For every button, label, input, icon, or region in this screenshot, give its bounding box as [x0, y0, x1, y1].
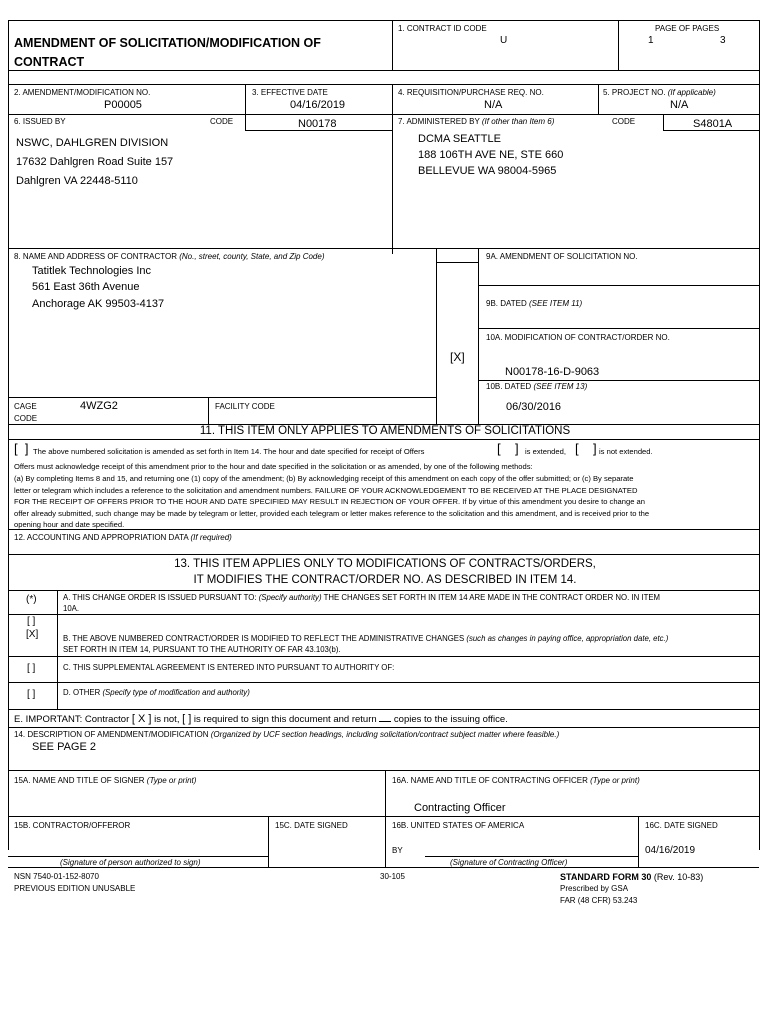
project-no-label-text: 5. PROJECT NO.	[603, 88, 666, 97]
facility-label: FACILITY CODE	[215, 402, 275, 411]
10b-qualifier: (SEE ITEM 13)	[533, 382, 588, 391]
footer-rev: (Rev. 10-83)	[653, 872, 704, 882]
item11-heading: 11. THIS ITEM ONLY APPLIES TO AMENDMENTS OF SOLICITATIONS	[199, 425, 571, 437]
project-no-label	[603, 88, 716, 97]
contract-id-label: 1. CONTRACT ID CODE	[398, 24, 487, 33]
sig-person-caption: (Signature of person authorized to sign)	[60, 858, 201, 867]
total-pages[interactable]: 3	[720, 35, 726, 46]
item11-line1a: The above numbered solicitation is amended as set forth in Item 14. The hour and date specified for receipt of Offers	[33, 447, 425, 456]
item-e-mark-empty[interactable]: [ ]	[182, 713, 192, 725]
admin-code-label: CODE	[612, 117, 636, 126]
item13-c-mark[interactable]: [ ]	[27, 663, 36, 674]
16a-qualifier: (Type or print)	[590, 776, 640, 785]
cage-value[interactable]: 4WZG2	[80, 400, 118, 412]
item13-heading-2: IT MODIFIES THE CONTRACT/ORDER NO. AS DESCRIBED IN ITEM 14.	[193, 574, 577, 586]
item-e-text-a: E. IMPORTANT: Contractor	[14, 714, 130, 725]
administrator-line-2: 188 106TH AVE NE, STE 660	[418, 149, 564, 161]
item13-a-text-2: 10A.	[63, 604, 80, 613]
administrator-line-1: DCMA SEATTLE	[418, 133, 501, 145]
item13-d-text	[63, 687, 250, 699]
administrator-line-3: BELLEVUE WA 98004-5965	[418, 165, 557, 177]
item14-value: SEE PAGE 2	[32, 741, 96, 753]
16c-label: 16C. DATE SIGNED	[645, 821, 718, 830]
16a-value[interactable]: Contracting Officer	[414, 802, 506, 814]
item13-b-text-2: SET FORTH IN ITEM 14, PURSUANT TO THE AUTHORITY OF FAR 43.103(b).	[63, 645, 341, 654]
10a-check[interactable]: [X]	[450, 350, 465, 364]
item12-label-text: 12. ACCOUNTING AND APPROPRIATION DATA	[14, 533, 189, 542]
item12-qualifier: (If required)	[190, 533, 232, 542]
item14-qualifier: (Organized by UCF section headings, including solicitation/contract subject matter where feasible.)	[210, 730, 560, 739]
footer-prescribed: Prescribed by GSA	[560, 884, 629, 893]
item-e-mark-x[interactable]: [ X ]	[131, 713, 152, 725]
administered-label	[398, 117, 554, 126]
16a-label-text: 16A. NAME AND TITLE OF CONTRACTING OFFICER	[392, 776, 588, 785]
9a-label: 9A. AMENDMENT OF SOLICITATION NO.	[486, 252, 638, 261]
issuer-line-2: 17632 Dahlgren Road Suite 157	[16, 156, 174, 168]
15a-label	[14, 776, 196, 785]
project-no-qualifier: (If applicable)	[667, 88, 716, 97]
10a-label: 10A. MODIFICATION OF CONTRACT/ORDER NO.	[486, 333, 670, 342]
item-e-line	[14, 713, 508, 725]
item11-not-extended-box[interactable]: [ ]	[575, 441, 597, 456]
page-number[interactable]: 1	[648, 35, 654, 46]
issuer-line-1: NSWC, DAHLGREN DIVISION	[16, 137, 169, 149]
page-of-pages-label: PAGE OF PAGES	[655, 24, 720, 33]
amendment-no-value[interactable]: P00005	[104, 99, 142, 111]
15b-label: 15B. CONTRACTOR/OFFEROR	[14, 821, 131, 830]
effective-date-label: 3. EFFECTIVE DATE	[252, 88, 328, 97]
10a-value[interactable]: N00178-16-D-9063	[505, 366, 600, 378]
item11-open-bracket[interactable]: [ ]	[14, 441, 29, 456]
issued-code-label: CODE	[210, 117, 234, 126]
item13-d-text-main: D. OTHER	[63, 688, 101, 697]
item-e-text-b: is not,	[154, 714, 180, 725]
10b-value[interactable]: 06/30/2016	[506, 401, 562, 413]
contract-id-value[interactable]: U	[500, 35, 508, 46]
16b-label: 16B. UNITED STATES OF AMERICA	[392, 821, 525, 830]
9b-label	[486, 299, 582, 308]
item13-b-mark[interactable]: [X]	[26, 629, 39, 640]
contractor-label	[14, 252, 325, 261]
cage-label-1: CAGE	[14, 402, 37, 411]
footer-standard-form-text: STANDARD FORM 30	[560, 872, 652, 882]
contractor-line-3: Anchorage AK 99503-4137	[32, 298, 165, 310]
item-e-text-c: is required to sign this document and return	[193, 714, 377, 725]
item13-a-mark[interactable]: (*)	[26, 594, 37, 605]
admin-code-value[interactable]: S4801A	[693, 118, 733, 130]
requisition-value[interactable]: N/A	[484, 99, 503, 111]
administered-label-text: 7. ADMINISTERED BY	[398, 117, 480, 126]
16b-by: BY	[392, 846, 403, 855]
15a-label-text: 15A. NAME AND TITLE OF SIGNER	[14, 776, 145, 785]
item11-extended-box[interactable]: [ ]	[497, 441, 519, 456]
16a-label	[392, 776, 640, 785]
item11-line1c: is not extended.	[599, 447, 653, 456]
item11-line3: (a) By completing Items 8 and 15, and returning one (1) copy of the amendment; (b) By acknowledging receipt of this amendment on each copy of the offer submitted; or (c) By separate	[14, 474, 634, 483]
item14-label	[14, 730, 559, 739]
item11-line6: offer already submitted, such change may be made by telegram or letter, provided each telegram or letter makes reference to the solicitation and this amendment, and is received prior to the	[14, 509, 650, 518]
item13-d-qualifier: (Specify type of modification and authority)	[102, 688, 250, 697]
item13-b-text-1	[63, 633, 668, 645]
item13-b-qualifier: (such as changes in paying office, appropriation date, etc.)	[466, 634, 669, 643]
item13-b-text-1-main: B. THE ABOVE NUMBERED CONTRACT/ORDER IS MODIFIED TO REFLECT THE ADMINISTRATIVE CHANGES	[63, 634, 465, 643]
contractor-line-2: 561 East 36th Avenue	[32, 281, 140, 293]
item13-a-qualifier: (Specify authority)	[258, 593, 322, 602]
item-e-copies-blank[interactable]	[379, 721, 391, 722]
cage-label-2: CODE	[14, 414, 38, 423]
item13-a-text-1-main: A. THIS CHANGE ORDER IS ISSUED PURSUANT TO:	[63, 593, 257, 602]
10b-label	[486, 382, 587, 391]
16c-value[interactable]: 04/16/2019	[645, 845, 696, 856]
project-no-value[interactable]: N/A	[670, 99, 689, 111]
item11-line5: FOR THE RECEIPT OF OFFERS PRIOR TO THE HOUR AND DATE SPECIFIED MAY RESULT IN REJECTION OF YOUR OFFER. If by virtue of this amendment you desire to change an	[14, 497, 646, 506]
15c-label: 15C. DATE SIGNED	[275, 821, 348, 830]
item13-b-empty-mark[interactable]: [ ]	[27, 616, 36, 627]
footer-center: 30-105	[380, 872, 405, 881]
contractor-label-text: 8. NAME AND ADDRESS OF CONTRACTOR	[14, 252, 177, 261]
item13-c-text: C. THIS SUPPLEMENTAL AGREEMENT IS ENTERED INTO PURSUANT TO AUTHORITY OF:	[63, 663, 395, 672]
item13-heading-1: 13. THIS ITEM APPLIES ONLY TO MODIFICATIONS OF CONTRACTS/ORDERS,	[174, 558, 596, 570]
10b-label-text: 10B. DATED	[486, 382, 532, 391]
9b-qualifier: (SEE ITEM 11)	[528, 299, 583, 308]
contractor-qualifier: (No., street, county, State, and Zip Code)	[179, 252, 325, 261]
item11-line4: letter or telegram which includes a reference to the solicitation and amendment numbers. FAILURE OF YOUR ACKNOWLEDGEMENT TO BE RECEIVED AT THE PLACE DESIGNATED	[14, 486, 638, 495]
contractor-line-1: Tatitlek Technologies Inc	[32, 265, 152, 277]
item11-line1b: is extended,	[525, 447, 566, 456]
item13-a-text-1	[63, 592, 660, 604]
administered-qualifier: (If other than Item 6)	[481, 117, 555, 126]
sig-officer-caption: (Signature of Contracting Officer)	[450, 858, 568, 867]
issued-by-label: 6. ISSUED BY	[14, 117, 66, 126]
15a-qualifier: (Type or print)	[146, 776, 197, 785]
issuer-line-3: Dahlgren VA 22448-5110	[16, 175, 138, 187]
amendment-no-label: 2. AMENDMENT/MODIFICATION NO.	[14, 88, 151, 97]
item-e-text-d: copies to the issuing office.	[393, 714, 508, 725]
item13-d-mark[interactable]: [ ]	[27, 689, 36, 700]
requisition-label: 4. REQUISITION/PURCHASE REQ. NO.	[398, 88, 544, 97]
footer-far: FAR (48 CFR) 53.243	[560, 896, 638, 905]
9b-label-text: 9B. DATED	[486, 299, 527, 308]
issued-code-value[interactable]: N00178	[298, 118, 337, 130]
form-title: AMENDMENT OF SOLICITATION/MODIFICATION OF CONTRACT	[14, 36, 321, 69]
item11-line2: Offers must acknowledge receipt of this amendment prior to the hour and date specified in the solicitation or as amended, by one of the following methods:	[14, 462, 533, 471]
item11-line7: opening hour and date specified.	[14, 520, 125, 529]
item12-label	[14, 533, 232, 542]
effective-date-value[interactable]: 04/16/2019	[290, 99, 346, 111]
footer-nsn: NSN 7540-01-152-8070	[14, 872, 99, 881]
item14-label-text: 14. DESCRIPTION OF AMENDMENT/MODIFICATION	[14, 730, 209, 739]
item13-a-text-1-rest: THE CHANGES SET FORTH IN ITEM 14 ARE MADE IN THE CONTRACT ORDER NO. IN ITEM	[323, 593, 661, 602]
footer-standard-form	[560, 872, 703, 882]
footer-previous: PREVIOUS EDITION UNUSABLE	[14, 884, 136, 893]
